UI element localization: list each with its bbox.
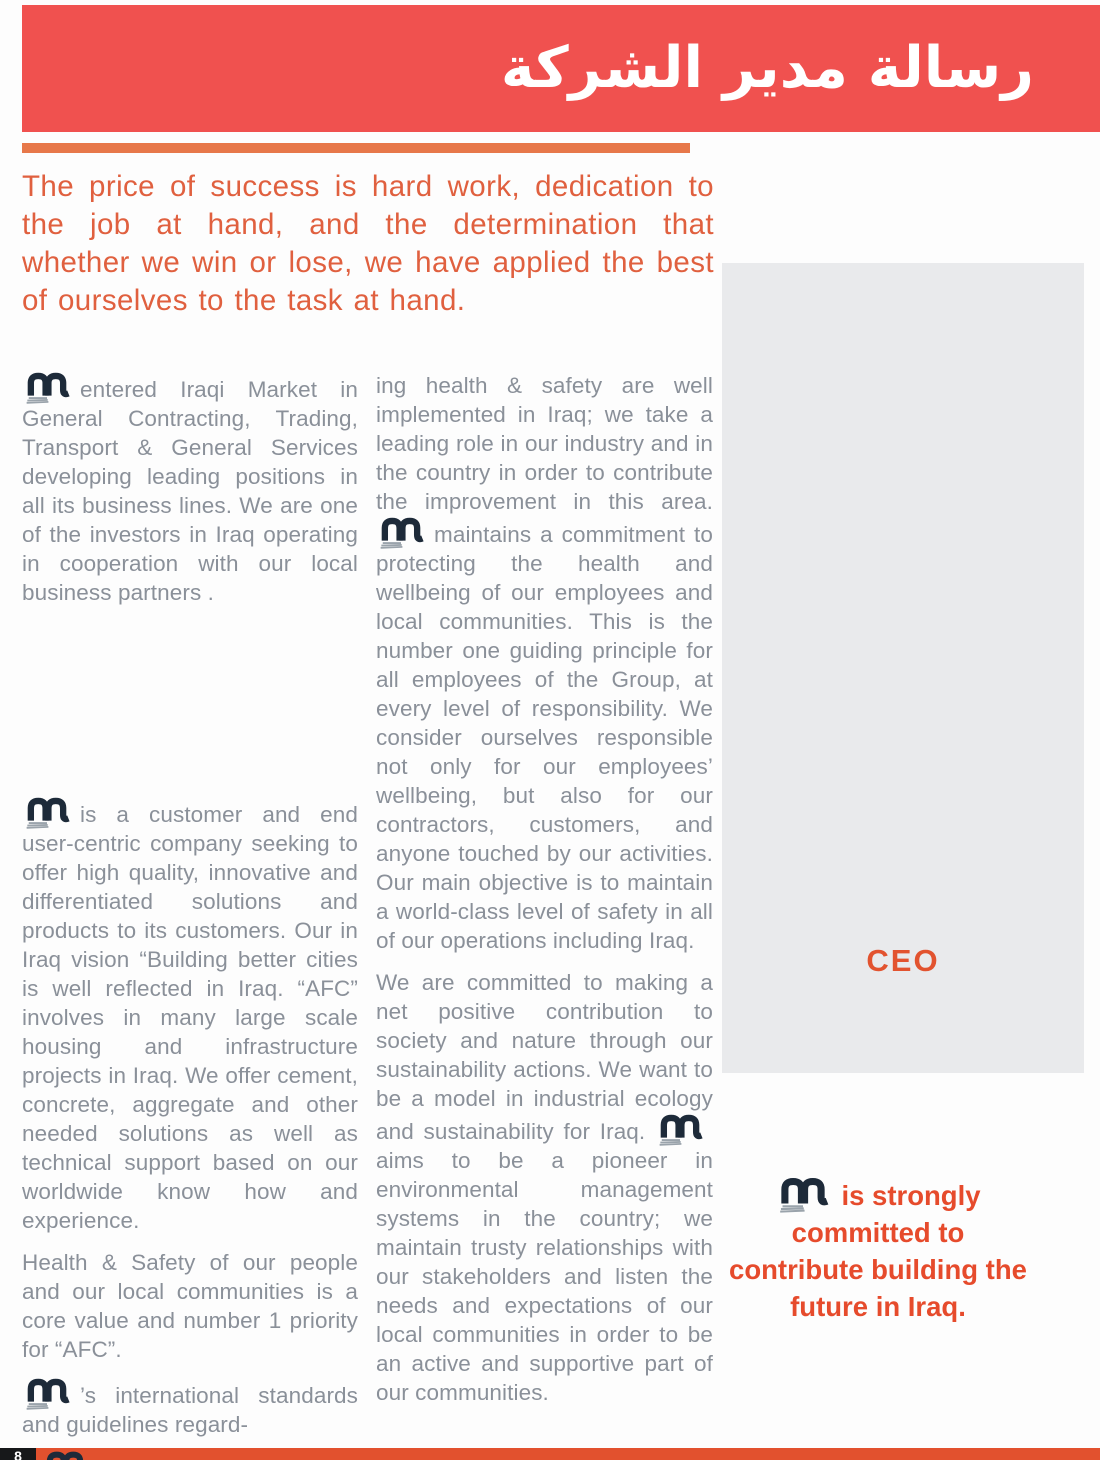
footer-bar	[36, 1448, 1100, 1460]
paragraph-standards	[22, 1377, 358, 1439]
paragraph-company-entered	[22, 371, 358, 607]
column-spacer	[22, 620, 358, 796]
pull-quote-text: is strongly committed to contribute building the future in Iraq.	[729, 1180, 1027, 1322]
paragraph-text: We are committed to making a net positive contribution to society and nature through our sustainability actions. We want to be a model in industrial ecology and sustainability for Iraq.	[376, 970, 713, 1144]
company-logo-icon	[655, 1113, 705, 1146]
column-right	[376, 371, 713, 1420]
title-banner	[22, 5, 1100, 132]
paragraph-safety-commitment	[376, 371, 713, 955]
ceo-label: CEO	[866, 943, 940, 978]
paragraph-text: ing health & safety are well implemented in Iraq; we take a leading role in our industry and in the country in order to contribute the improvement in this area.	[376, 373, 713, 514]
ceo-photo-placeholder	[722, 263, 1084, 1073]
company-logo-icon	[22, 796, 72, 829]
company-logo-icon	[376, 516, 426, 549]
orange-divider	[22, 143, 690, 153]
paragraph-text: aims to be a pioneer in environmental management systems in the country; we maintain trusty relationships with our stakeholders and listen the needs and expectations of our local communities in order to be an active and supportive part of our communities.	[376, 1148, 713, 1405]
paragraph-text: maintains a commitment to protecting the health and wellbeing of our employees and local communities. This is the number one guiding principle for all employees of the Group, at every level of responsibility. We consider ourselves responsible not only for our employees’ wellbeing, but also for our contractors, customers, and anyone touched by our activities. Our main objective is to maintain a world-class level of safety in all of our operations including Iraq.	[376, 522, 713, 953]
company-logo-icon	[22, 371, 72, 404]
intro-paragraph: The price of success is hard work, dedication to the job at hand, and the determination that whether we win or lose, we have applied the best of ourselves to the task at hand.	[22, 170, 714, 317]
company-logo-icon	[42, 1450, 88, 1460]
paragraph-text: entered Iraqi Market in General Contracting, Trading, Transport & General Services developing leading positions in all its business lines. We are one of the investors in Iraq operating in cooperation with our local business partners .	[22, 377, 358, 605]
company-logo-icon	[22, 1377, 72, 1410]
paragraph-customer-centric	[22, 796, 358, 1235]
pull-quote	[726, 1176, 1030, 1325]
column-left	[22, 371, 358, 1452]
paragraph-sustainability	[376, 968, 713, 1407]
page-title-arabic: رسالة مدير الشركة	[500, 35, 1034, 101]
paragraph-text: is a customer and end user-centric company seeking to offer high quality, innovative and differentiated solutions and products to its customers. Our in Iraq vision “Building better cities is well reflected in Iraq. “AFC” involves in many large scale housing and infrastructure projects in Iraq. We offer cement, concrete, aggregate and other needed solutions as well as technical support based on our worldwide know how and experience.	[22, 802, 358, 1233]
page-number: 8	[0, 1448, 36, 1460]
paragraph-text: ’s international standards and guidelines regard-	[22, 1383, 358, 1437]
paragraph-health-safety: Health & Safety of our people and our local communities is a core value and number 1 priority for “AFC”.	[22, 1250, 358, 1362]
company-logo-icon	[775, 1176, 831, 1213]
